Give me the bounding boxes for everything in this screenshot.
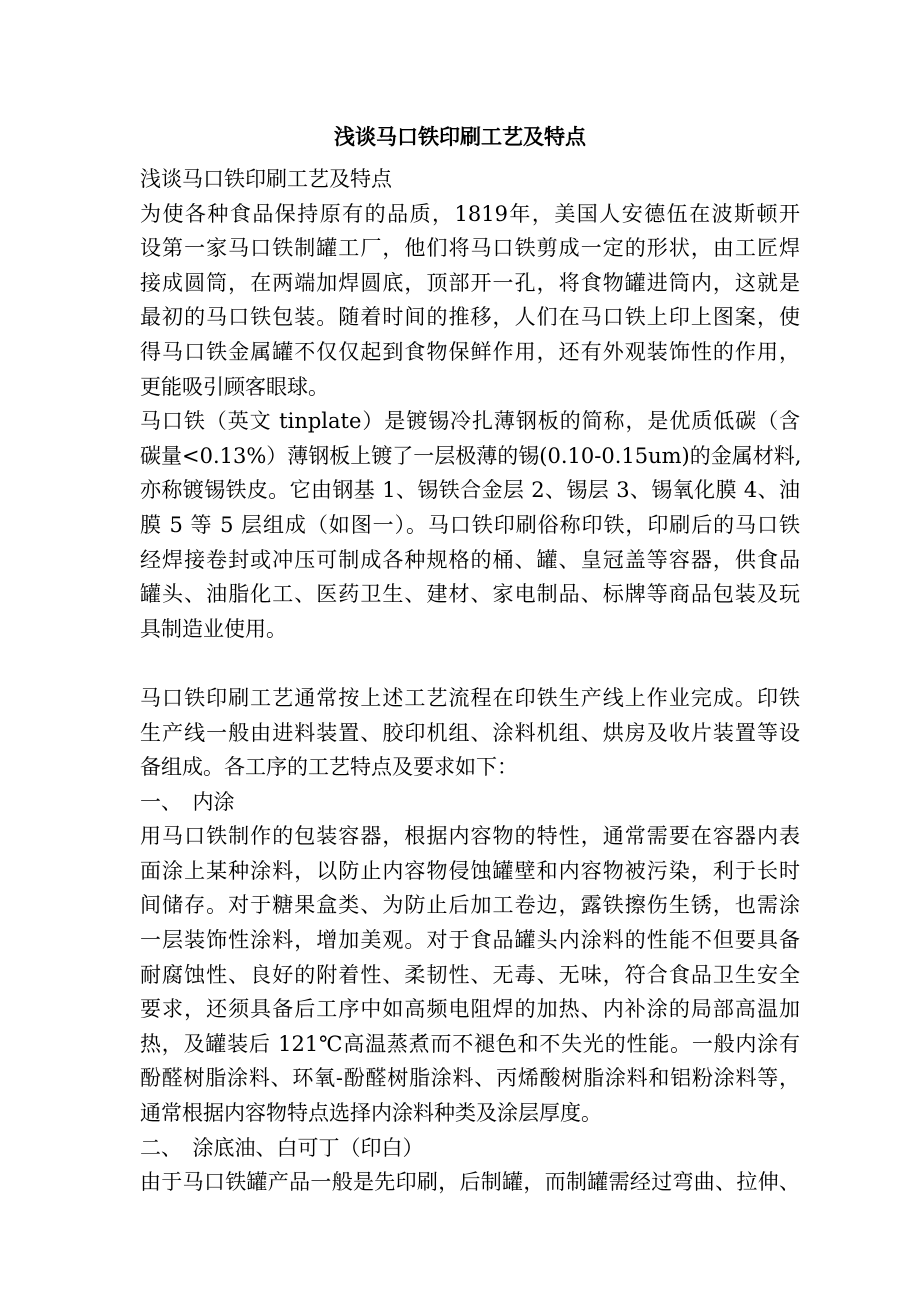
blank-line xyxy=(140,646,800,681)
text-line: 设第一家马口铁制罐工厂，他们将马口铁剪成一定的形状，由工匠焊 xyxy=(140,236,800,261)
text-line: 耐腐蚀性、良好的附着性、柔韧性、无毒、无味，符合食品卫生安全 xyxy=(140,962,800,987)
text-line: 通常根据内容物特点选择内涂料种类及涂层厚度。 xyxy=(140,1101,602,1126)
document-title: 浅谈马口铁印刷工艺及特点 xyxy=(334,124,586,149)
text-line: 得马口铁金属罐不仅仅起到食物保鲜作用，还有外观装饰性的作用， xyxy=(140,339,800,364)
text-line: 面涂上某种涂料，以防止内容物侵蚀罐壁和内容物被污染，利于长时 xyxy=(140,858,800,883)
text-line: 一、 内涂 xyxy=(140,789,235,814)
text-line: 具制造业使用。 xyxy=(140,616,287,641)
text-line: 浅谈马口铁印刷工艺及特点 xyxy=(140,167,392,191)
text-line: 酚醛树脂涂料、环氧-酚醛树脂涂料、丙烯酸树脂涂料和铝粉涂料等， xyxy=(140,1066,800,1091)
text-line: 备组成。各工序的工艺特点及要求如下： xyxy=(140,755,518,780)
text-line: 更能吸引顾客眼球。 xyxy=(140,374,329,399)
text-line: 生产线一般由进料装置、胶印机组、涂料机组、烘房及收片装置等设 xyxy=(140,720,800,745)
text-line: 为使各种食品保持原有的品质，1819年，美国人安德伍在波斯顿开 xyxy=(140,201,800,226)
text-line: 接成圆筒，在两端加焊圆底，顶部开一孔，将食物罐进筒内，这就是 xyxy=(140,270,800,295)
text-line: 一层装饰性涂料，增加美观。对于食品罐头内涂料的性能不但要具备 xyxy=(140,928,800,953)
text-line: 要求，还须具备后工序中如高频电阻焊的加热、内补涂的局部高温加 xyxy=(140,997,800,1022)
text-line: 碳量<0.13%）薄钢板上镀了一层极薄的锡(0.10-0.15um)的金属材料, xyxy=(140,443,802,468)
text-line: 经焊接卷封或冲压可制成各种规格的桶、罐、皇冠盖等容器，供食品 xyxy=(140,547,800,572)
text-line: 亦称镀锡铁皮。它由钢基 1、锡铁合金层 2、锡层 3、锡氧化膜 4、油 xyxy=(140,478,800,503)
text-line: 最初的马口铁包装。随着时间的推移，人们在马口铁上印上图案，使 xyxy=(140,305,800,330)
text-line: 由于马口铁罐产品一般是先印刷，后制罐，而制罐需经过弯曲、拉伸、 xyxy=(140,1170,800,1195)
text-line: 马口铁（英文 tinplate）是镀锡冷扎薄钢板的简称，是优质低碳（含 xyxy=(140,409,800,434)
text-line: 膜 5 等 5 层组成（如图一）。马口铁印刷俗称印铁，印刷后的马口铁 xyxy=(140,512,800,537)
text-line: 马口铁印刷工艺通常按上述工艺流程在印铁生产线上作业完成。印铁 xyxy=(140,685,800,710)
text-line: 二、 涂底油、白可丁（印白） xyxy=(140,1135,424,1160)
text-line: 间储存。对于糖果盒类、为防止后加工卷边，露铁擦伤生锈，也需涂 xyxy=(140,893,800,918)
text-line: 热，及罐装后 121℃高温蒸煮而不褪色和不失光的性能。一般内涂有 xyxy=(140,1031,800,1056)
text-line: 用马口铁制作的包装容器，根据内容物的特性，通常需要在容器内表 xyxy=(140,824,800,849)
document-body xyxy=(140,162,800,1200)
text-line: 罐头、油脂化工、医药卫生、建材、家电制品、标牌等商品包装及玩 xyxy=(140,582,800,607)
